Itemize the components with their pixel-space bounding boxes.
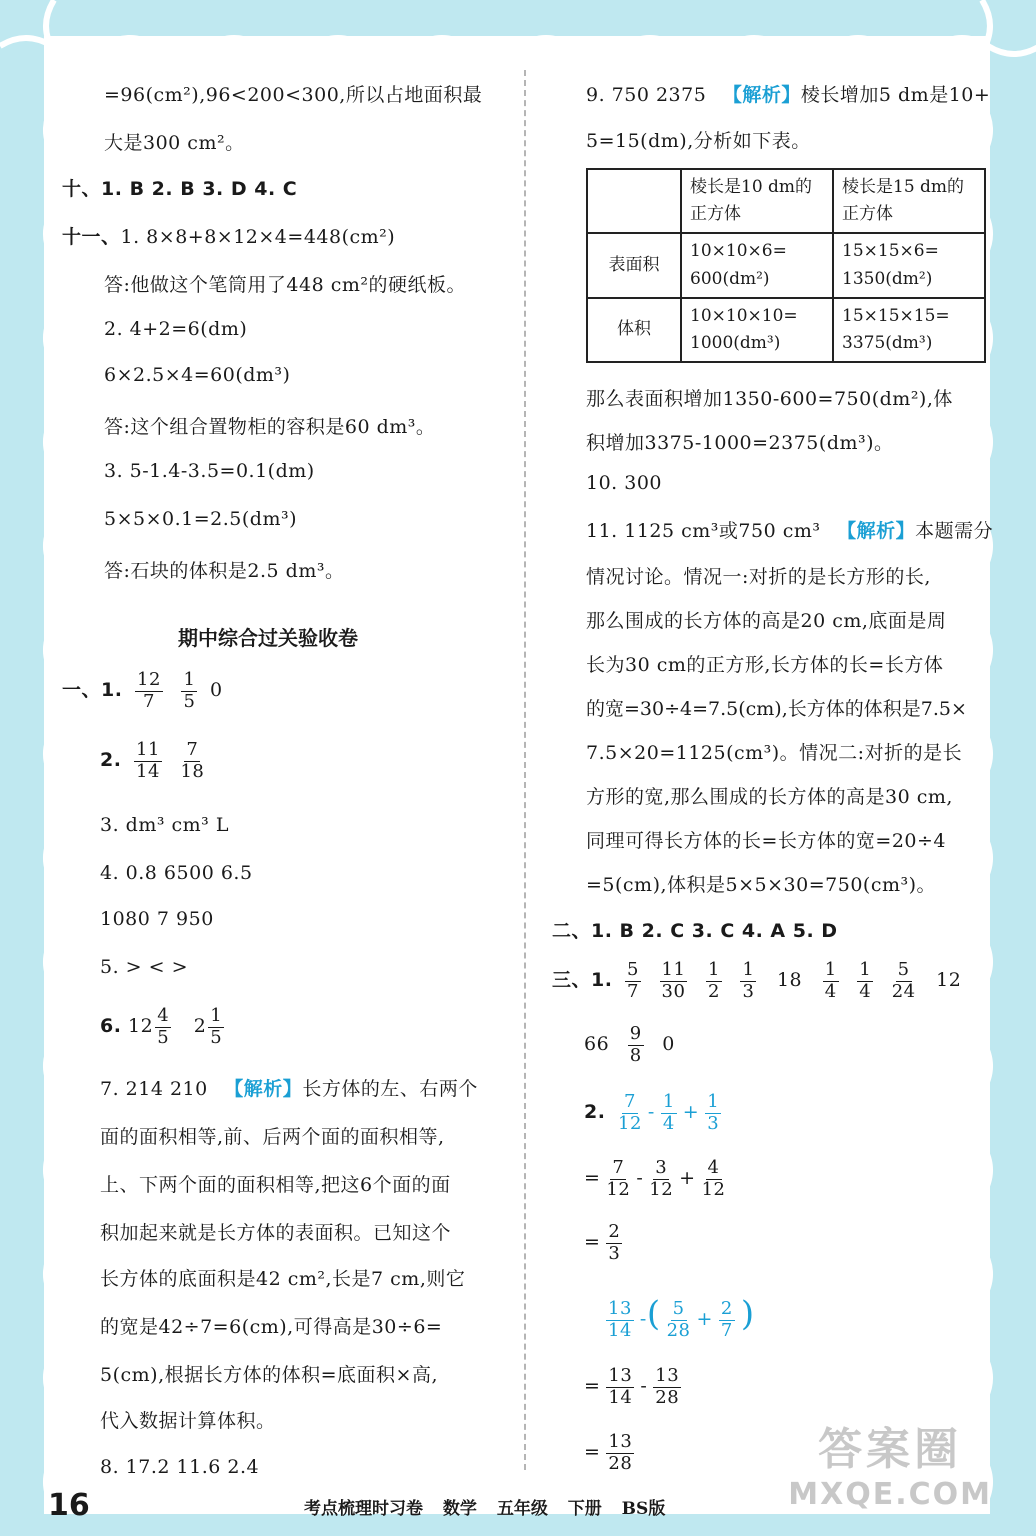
q10: 10. 300 — [586, 472, 663, 494]
watermark — [788, 1413, 992, 1512]
q9-answers: 9. 750 2375 — [586, 84, 707, 106]
q7-line-7: 5(cm),根据长方体的体积=底面积×高, — [100, 1364, 438, 1386]
section-11-q3a: 3. 5-1.4-3.5=0.1(dm) — [104, 460, 315, 482]
table-row — [587, 169, 985, 233]
fraction: $\frac{13}{14}$ — [608, 1365, 633, 1408]
fraction: $\frac{11}{30}$ — [661, 959, 686, 1002]
value: 0 — [209, 679, 223, 702]
q7-line-3: 上、下两个面的面积相等,把这6个面的面 — [100, 1174, 451, 1196]
fraction: $\frac{1}{3}$ — [707, 1091, 720, 1134]
q7-line-5: 长方体的底面积是42 cm²,长是7 cm,则它 — [100, 1268, 466, 1290]
q11-line-6: 7.5×20=1125(cm³)。情况二:对折的是长 — [586, 742, 963, 764]
fraction: $\frac{1}{4}$ — [662, 1091, 675, 1134]
section-11-q3b: 5×5×0.1=2.5(dm³) — [104, 508, 297, 530]
section-3-q1-cont — [584, 1024, 675, 1066]
fraction: $\frac{12}{7}$ — [137, 669, 161, 712]
value: 12 — [936, 969, 962, 992]
table-row — [587, 233, 985, 297]
part1-q8: 8. 17.2 11.6 2.4 — [100, 1456, 260, 1478]
fraction: $\frac{5}{7}$ — [627, 959, 639, 1002]
section-10 — [62, 174, 297, 201]
fraction: $\frac{1}{5}$ — [210, 1005, 223, 1048]
fraction: $\frac{1}{2}$ — [707, 959, 720, 1002]
part1-q4a: 4. 0.8 6500 6.5 — [100, 862, 253, 884]
page-number: 16 — [48, 1488, 90, 1523]
table-cell: 10×10×6= 600(dm²) — [681, 233, 833, 297]
analysis-tag: 【解析】 — [722, 84, 801, 106]
q11-line-3: 那么围成的长方体的高是20 cm,底面是周 — [586, 610, 947, 632]
line-continued-1: =96(cm²),96<200<300,所以占地面积最 — [104, 84, 483, 106]
fraction: $\frac{5}{24}$ — [891, 959, 916, 1002]
q11-line-2: 情况讨论。情况一:对折的是长方形的长, — [586, 566, 931, 588]
q7-line-2: 面的面积相等,前、后两个面的面积相等, — [100, 1126, 445, 1148]
q3-step-2: = $\frac{13}{28}$ — [584, 1431, 633, 1474]
section-11-a1: 答:他做这个笔筒用了448 cm²的硬纸板。 — [104, 274, 466, 296]
section-11-label: 十一、 — [62, 226, 121, 248]
table-cell: 15×15×15= 3375(dm³) — [833, 298, 985, 362]
fraction: $\frac{1}{4}$ — [859, 959, 872, 1002]
fraction: $\frac{9}{8}$ — [629, 1023, 642, 1066]
fraction: $\frac{2}{3}$ — [608, 1221, 621, 1264]
part1-q6 — [100, 1006, 230, 1048]
fraction: $\frac{1}{3}$ — [742, 959, 755, 1002]
section-11-q1 — [62, 222, 395, 249]
exam-title: 期中综合过关验收卷 — [178, 626, 358, 650]
part1-q4b: 1080 7 950 — [100, 908, 214, 930]
q11-line-9: =5(cm),体积是5×5×30=750(cm³)。 — [586, 874, 937, 896]
q11-answers: 11. 1125 cm³或750 cm³ — [586, 520, 821, 542]
q7-line-8: 代入数据计算体积。 — [100, 1410, 276, 1432]
value: 18 — [776, 969, 803, 992]
value: 0 — [662, 1033, 675, 1056]
value: 66 — [584, 1033, 610, 1056]
analysis-tag: 【解析】 — [224, 1078, 303, 1100]
section-11-q2a: 2. 4+2=6(dm) — [104, 318, 248, 340]
q7-line-6: 的宽是42÷7=6(cm),可得高是30÷6= — [100, 1316, 443, 1338]
fraction: $\frac{4}{5}$ — [157, 1005, 170, 1048]
part1-q1-label: 一、1. — [62, 679, 123, 702]
fraction: $\frac{7}{18}$ — [180, 739, 205, 782]
fraction: $\frac{11}{14}$ — [136, 739, 160, 782]
fraction: $\frac{7}{12}$ — [606, 1157, 631, 1200]
q9-line-4: 积增加3375-1000=2375(dm³)。 — [586, 432, 894, 454]
q7-line-4: 积加起来就是长方体的表面积。已知这个 — [100, 1222, 452, 1244]
q9-head — [586, 80, 990, 107]
q11-line-5: 的宽=30÷4=7.5(cm),长方体的体积是7.5× — [586, 698, 967, 720]
footer-text: 考点梳理时习卷 数学 五年级 下册 BS版 — [304, 1499, 666, 1519]
section-11-q1-text: 1. 8×8+8×12×4=448(cm²) — [120, 226, 396, 248]
fraction: $\frac{4}{12}$ — [701, 1157, 726, 1200]
fraction: $\frac{7}{12}$ — [618, 1091, 642, 1134]
fraction: $\frac{13}{28}$ — [655, 1365, 680, 1408]
q-label: 6. — [100, 1015, 122, 1038]
part1-q7-head — [100, 1074, 478, 1101]
section-10-answers: 1. B 2. B 3. D 4. C — [101, 178, 298, 200]
table-row — [587, 298, 985, 362]
section-11-q2b: 6×2.5×4=60(dm³) — [104, 364, 291, 386]
q-label: 2. — [584, 1101, 606, 1124]
analysis-tag: 【解析】 — [837, 520, 916, 542]
watermark-logo: 答案圈 — [818, 1424, 963, 1475]
watermark-url: MXQE.COM — [788, 1477, 992, 1512]
section-2-answers: 二、1. B 2. C 3. C 4. A 5. D — [552, 920, 838, 942]
table-corner-cell — [587, 169, 681, 233]
line-continued-2: 大是300 cm²。 — [104, 132, 245, 154]
fraction: $\frac{5}{28}$ — [666, 1297, 691, 1341]
q11-analysis-start: 本题需分 — [915, 520, 994, 542]
part1-q5: 5. > < > — [100, 956, 189, 978]
q11-line-8: 同理可得长方体的长=长方体的宽=20÷4 — [586, 830, 947, 852]
row-label-volume: 体积 — [587, 298, 681, 362]
section-3-label: 三、1. — [552, 969, 613, 992]
q-label: 2. — [100, 749, 122, 772]
fraction: $\frac{3}{12}$ — [649, 1157, 674, 1200]
fraction: $\frac{1}{4}$ — [824, 959, 837, 1002]
section-3-q3: $\frac{13}{14}$ -( $\frac{5}{28}$ + $\frac{2}{7}$ ) — [608, 1294, 755, 1341]
q9-line-2: 5=15(dm),分析如下表。 — [586, 130, 811, 152]
fraction: $\frac{13}{14}$ — [608, 1297, 632, 1341]
q7-analysis-start: 长方体的左、右两个 — [302, 1078, 478, 1100]
comparison-table — [586, 168, 986, 363]
section-11-a3: 答:石块的体积是2.5 dm³。 — [104, 560, 345, 582]
section-11-a2: 答:这个组合置物柜的容积是60 dm³。 — [104, 416, 436, 438]
column-divider — [524, 70, 526, 1470]
q7-answers: 7. 214 210 — [100, 1078, 208, 1100]
section-3-q2: 2. $\frac{7}{12}$ - $\frac{1}{4}$ + $\frac{1}{3}$ — [584, 1091, 720, 1134]
q2-step-2: = $\frac{2}{3}$ — [584, 1221, 621, 1264]
whole-number: 2 — [193, 1015, 207, 1038]
fraction: $\frac{1}{5}$ — [183, 669, 196, 712]
q11-head — [586, 516, 993, 543]
table-header-15dm: 棱长是15 dm的正方体 — [833, 169, 985, 233]
q11-line-7: 方形的宽,那么围成的长方体的高是30 cm, — [586, 786, 953, 808]
table-cell: 15×15×6= 1350(dm²) — [833, 233, 985, 297]
q11-line-4: 长为30 cm的正方形,长方体的长=长方体 — [586, 654, 944, 676]
row-label-surface: 表面积 — [587, 233, 681, 297]
part1-q1 — [62, 670, 223, 712]
part1-q2 — [100, 740, 210, 782]
whole-number: 12 — [128, 1015, 154, 1038]
q2-step-1: = $\frac{7}{12}$ - $\frac{3}{12}$ + $\frac{4}{12}$ — [584, 1157, 726, 1200]
q3-step-1: = $\frac{13}{14}$ - $\frac{13}{28}$ — [584, 1365, 680, 1408]
fraction: $\frac{2}{7}$ — [720, 1297, 733, 1341]
table-header-10dm: 棱长是10 dm的正方体 — [681, 169, 833, 233]
q9-analysis-start: 棱长增加5 dm是10+ — [800, 84, 991, 106]
q9-line-3: 那么表面积增加1350-600=750(dm²),体 — [586, 388, 953, 410]
table-cell: 10×10×10= 1000(dm³) — [681, 298, 833, 362]
section-3-q1 — [552, 960, 961, 1002]
part1-q3: 3. dm³ cm³ L — [100, 814, 229, 836]
section-10-label: 十、 — [62, 178, 102, 200]
fraction: $\frac{13}{28}$ — [608, 1431, 633, 1474]
